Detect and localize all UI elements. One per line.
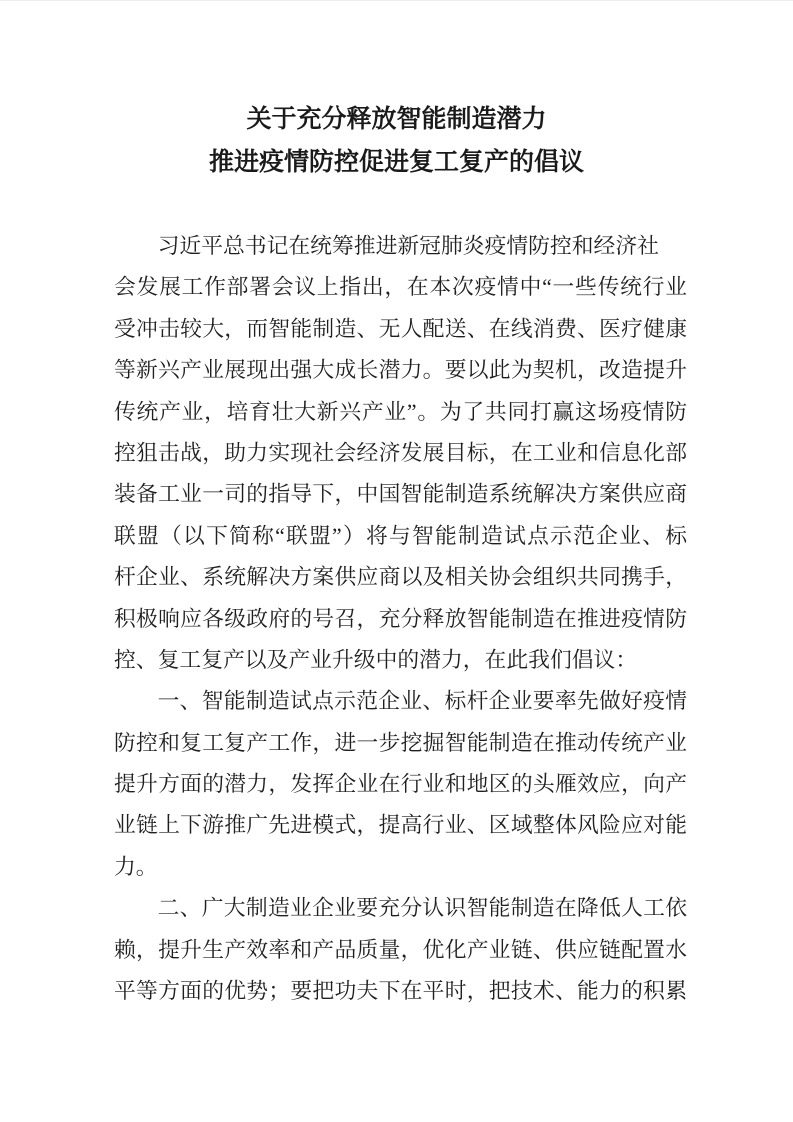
text-line: 平等方面的优势；要把功夫下在平时，把技术、能力的积累 [114, 979, 687, 1004]
title-line-2: 推进疫情防控促进复工复产的倡议 [208, 148, 584, 176]
text-line: 一、智能制造试点示范企业、标杆企业要率先做好疫情 [157, 689, 687, 714]
text-line: 会发展工作部署会议上指出，在本次疫情中“一些传统行业 [114, 275, 687, 300]
title-line-1: 关于充分释放智能制造潜力 [246, 105, 547, 133]
text-line: 传统产业，培育壮大新兴产业”。为了共同打赢这场疫情防 [114, 399, 687, 424]
document-body [114, 226, 687, 1012]
text-line: 杆企业、系统解决方案供应商以及相关协会组织共同携手， [114, 565, 687, 590]
text-line: 防控和复工复产工作，进一步挖掘智能制造在推动传统产业 [114, 730, 687, 755]
text-line: 习近平总书记在统筹推进新冠肺炎疫情防控和经济社 [157, 234, 659, 258]
document-title [110, 98, 683, 184]
text-line: 等新兴产业展现出强大成长潜力。要以此为契机，改造提升 [114, 358, 687, 383]
text-line: 受冲击较大，而智能制造、无人配送、在线消费、医疗健康 [114, 316, 687, 341]
text-line: 业链上下游推广先进模式，提高行业、区域整体风险应对能 [114, 813, 687, 838]
text-line: 控狙击战，助力实现社会经济发展目标，在工业和信息化部 [114, 440, 687, 465]
paragraph [114, 226, 687, 681]
text-line: 力。 [114, 854, 158, 879]
text-line: 控、复工复产以及产业升级中的潜力，在此我们倡议： [114, 647, 638, 672]
text-line: 二、广大制造业企业要充分认识智能制造在降低人工依 [157, 896, 687, 921]
text-line: 赖，提升生产效率和产品质量，优化产业链、供应链配置水 [114, 937, 687, 962]
text-line: 提升方面的潜力，发挥企业在行业和地区的头雁效应，向产 [114, 772, 687, 797]
text-line: 积极响应各级政府的号召，充分释放智能制造在推进疫情防 [114, 606, 687, 631]
paragraph [114, 681, 687, 888]
text-line: 联盟（以下简称“联盟”）将与智能制造试点示范企业、标 [114, 523, 687, 548]
text-line: 装备工业一司的指导下，中国智能制造系统解决方案供应商 [114, 482, 687, 507]
paragraph [114, 888, 687, 1012]
